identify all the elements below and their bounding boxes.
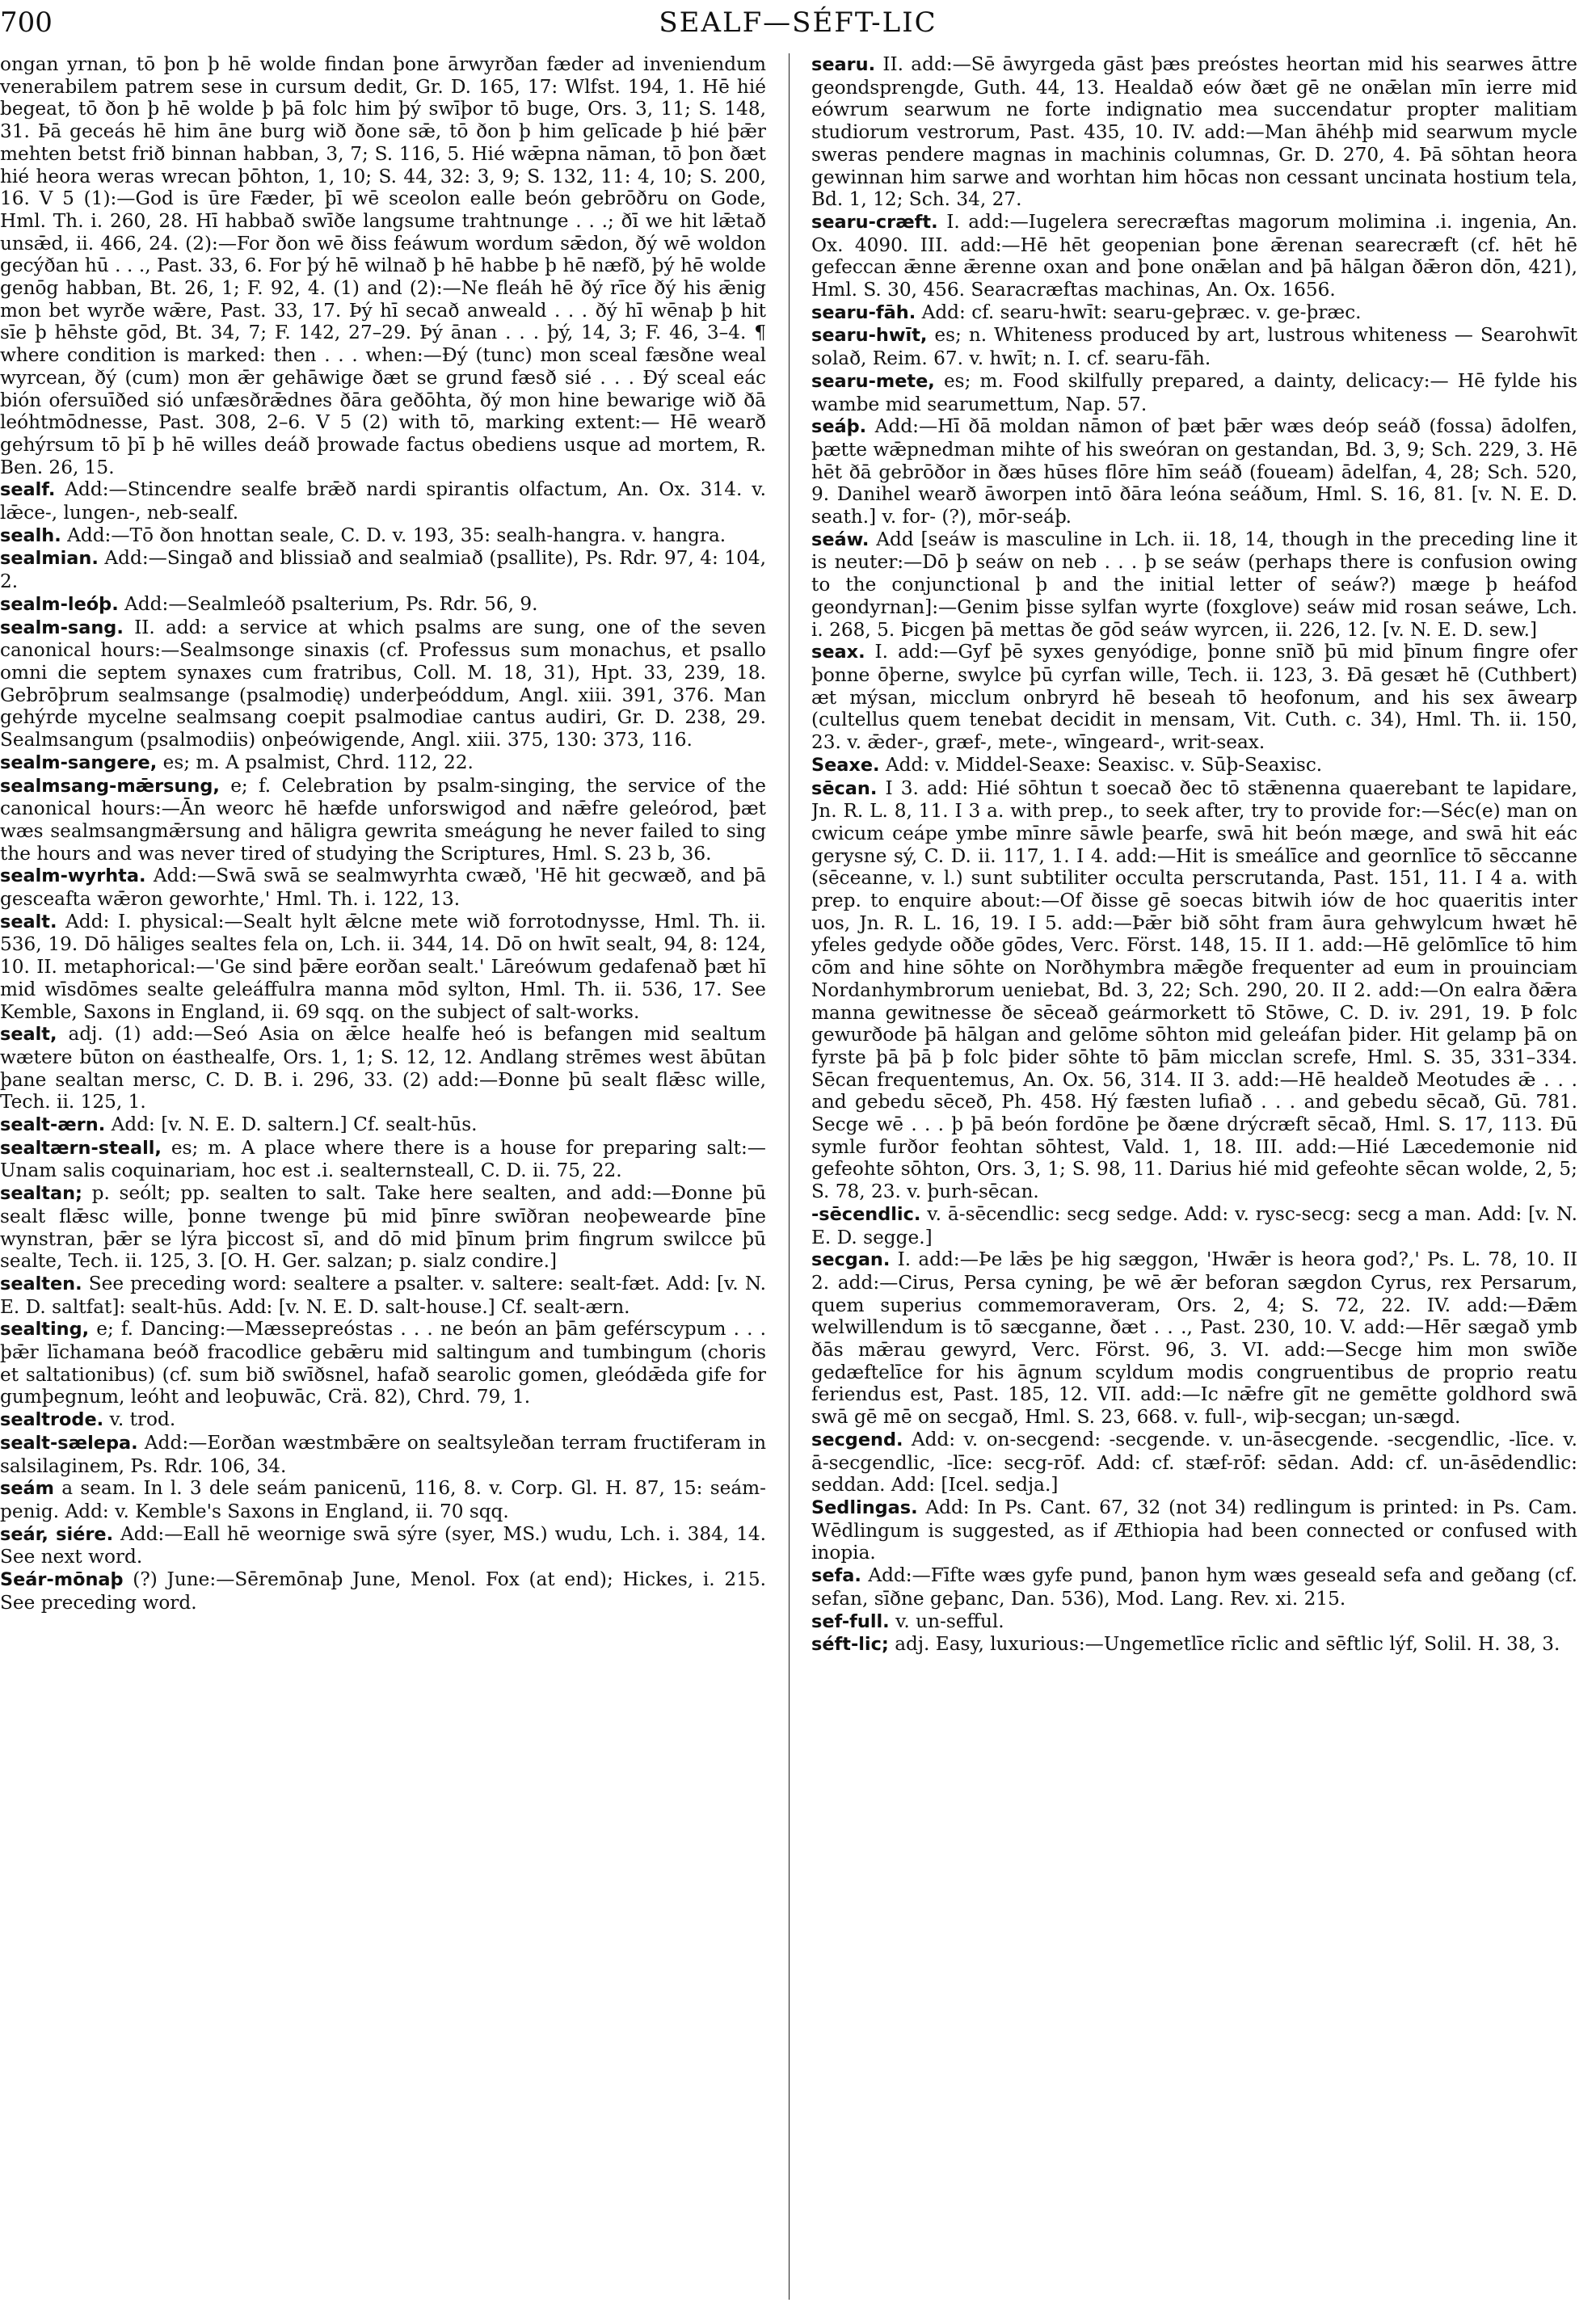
entry-text: I. add:—Gyf þē syxes genyódige, þonne snīð þū mid þīnum fingre ofer þonne ōþerne, swylce þū cyrfan wille, Tech. ii. 123, 3. Ðā gesæt hē (Cuthbert) æt mýsan, micclum onbryrd hē beseah tō heofonum, and his sex āwearp (cultellus quem tenebat decidit in mensam, Vit. Cuth. c. 34), Hml. Th. ii. 150, 23. v. ǣder-, græf-, mete-, wīngeard-, writ-seax. xyxy=(811,641,1577,754)
entry-headword: searu-hwīt, xyxy=(811,325,928,347)
entry-text: Add [seáw is masculine in Lch. ii. 18, 14, though in the preceding line it is neuter:—Dō þ seáw on neb . . . þ se seáw (perhaps there is confusion owing to the conjunctional þ and the initial letter of seáw?) mæge þ heáfod geondyrnan]:—Genim þisse sylfan wyrte (foxglove) seáw mid rosan seáwe, Lch. i. 268, 5. Þicgen þā mettas ðe gōd seáw wyrcen, ii. 226, 12. [v. N. E. D. sew.] xyxy=(811,528,1577,641)
dictionary-entry xyxy=(0,1432,766,1477)
dictionary-entry xyxy=(811,324,1577,369)
dictionary-entry xyxy=(811,1429,1577,1496)
entry-headword: sef-full. xyxy=(811,1610,890,1632)
entry-text: I 3. add: Hié sōhtun t soecað ðec tō stǣnenna quaerebant te lapidare, Jn. R. L. 8, 11. I 3 a. with prep., to seek after, try to provide for:—Séc(e) man on cwicum ceápe ymbe mīnre sāwle þearfe, swā hit beón mæge, and swā hit eác gerysne sý, C. D. ii. 117, 1. I 4. add:—Hit is smeálīce and geornlīce tō sēccanne (sēceanne, v. l.) sunt subtiliter occulta perscrutanda, Past. 151, 11. I 4 a. with prep. to enquire about:—Of ðisse gē soecas bitwih iów de hoc quaeritis inter uos, Jn. R. L. 16, 19. I 5. add:—Þǣr bið sōht fram āura gehwylcum hwæt hē yfeles gedyde oððe gōdes, Verc. Först. 148, 15. II 1. add:—Hē gelōmlīce tō him cōm and hine sōhte on Norðhymbra mǣgðe frequenter ad eum in prouinciam Nordanhymbrorum ueniebat, Bd. 3, 22; Sch. 290, 20. II 2. add:—On ealra ðǣra manna gewitnesse ðe sēceað geármorkett tō Stōwe, C. D. iv. 291, 19. Þ folc gewurðode þā hālgan and gelōme sōhton mid geleáfan þider. Hit gelamp þā on fyrste þā þā þ folc þider sōhte tō þām micclan screfe, Hml. S. 35, 331–334. Sēcan frequentemus, An. Ox. 56, 314. II 3. add:—Hē healdeð Meotudes ǣ . . . and gebedu sēceð, Ph. 458. Hý fæsten lufiað . . . and gebedu sēcað, Gū. 781. Secge wē . . . þ þā beón fordōne þe ðæne drýcræft sēcað, Hml. S. 17, 113. Ðū symle furðor feohtan sōhtest, Vald. 1, 18. III. add:—Hié Læcedemonie nid gefeohte sōhton, Ors. 3, 1; S. 98, 11. Darius hié mid gefeohte sēcan wolde, 2, 5; S. 78, 23. v. þurh-sēcan. xyxy=(811,777,1577,1203)
entry-headword: sealmian. xyxy=(0,548,99,570)
entry-text: Add:—Eorðan wæstmbǣre on sealtsyleðan terram fructiferam in salsilaginem, Ps. Rdr. 106, 34. xyxy=(0,1431,766,1477)
entry-text: Add:—Swā swā se sealmwyrhta cwæð, 'Hē hit gecwæð, and þā gesceafta wǣron geworhte,' Hml. Th. i. 122, 13. xyxy=(0,865,766,911)
entry-headword: Sedlingas. xyxy=(811,1497,918,1518)
entry-headword: sefa. xyxy=(811,1565,861,1587)
entry-text: Add:—Stincendre sealfe brǣð nardi spirantis olfactum, An. Ox. 314. v. lǣce-, lungen-, neb-sealf. xyxy=(0,478,766,524)
entry-headword: sealf. xyxy=(0,479,56,501)
entry-headword: sealt-sælepa. xyxy=(0,1432,138,1454)
entry-text: e; f. Dancing:—Mæssepreóstas . . . ne beón an þām geférscypum . . . þǣr līchamana beóð fracodlice gebǣru mid saltingum and tumbingum (choris et saltationibus) (cf. sum bið swīðsnel, hafað searolic gomen, gleódǣda gife for gumþegnum, leóht and leoþuwāc, Crä. 82), Chrd. 79, 1. xyxy=(0,1318,766,1408)
entry-text: e; f. Celebration by psalm-singing, the service of the canonical hours:—Ān weorc hē hæfde unforswigod and nǣfre geleórod, þæt wæs sealmsangmǣrsung and hāligra gewrita smeágung he never failed to sing the hours and was never tired of studying the Scriptures, Hml. S. 23 b, 36. xyxy=(0,774,766,865)
entry-headword: Seár-mōnaþ xyxy=(0,1569,124,1591)
entry-headword: secgend. xyxy=(811,1429,903,1450)
entry-headword: seáw. xyxy=(811,528,870,550)
dictionary-entry xyxy=(811,370,1577,415)
dictionary-entry xyxy=(811,1203,1577,1248)
entry-text: a seam. In l. 3 dele seám panicenū, 116, 8. v. Corp. Gl. H. 87, 15: seám-penig. Add: v. Kemble's Saxons in England, ii. 70 sqq. xyxy=(0,1477,766,1522)
dictionary-entry xyxy=(811,53,1577,211)
dictionary-entry xyxy=(0,1137,766,1182)
dictionary-entry xyxy=(811,1564,1577,1610)
dictionary-entry xyxy=(0,1113,766,1137)
dictionary-entry xyxy=(811,528,1577,642)
entry-headword: seax. xyxy=(811,642,865,663)
entry-headword: searu-mete, xyxy=(811,370,935,392)
dictionary-entry xyxy=(811,1610,1577,1634)
entry-headword: searu-fāh. xyxy=(811,301,916,323)
entry-text: II. add:—Sē āwyrgeda gāst þæs preóstes heortan mid his searwes āttre geondsprengde, Guth. 44, 13. Healdað eów ðæt gē ne onǣlan mīn ierre mid eówrum searwum ne forte indignatio mea succendatur propter malitiam studiorum vestrorum, Past. 435, 10. IV. add:—Man āhéhþ mid searwum mycle sweras pendere magnas in machinis columnas, Gr. D. 270, 4. Þā sōhtan heora gewinnan him sarwe and worhtan him hōcas non cessant uncinata hostium tela, Bd. 1, 12; Sch. 34, 27. xyxy=(811,53,1577,211)
dictionary-entry xyxy=(0,478,766,524)
entry-headword: séft-lic; xyxy=(811,1634,889,1656)
entry-text: I. add:—Iugelera serecræftas magorum molimina .i. ingenia, An. Ox. 4090. III. add:—Hē hēt geopenian þone ǣrenan searecræft (cf. hēt hē gefeccan ǣnne ǣrenne oxan and þone onǣlan and þā hālgan ðǣron dōn, 421), Hml. S. 30, 456. Searacræftas machinas, An. Ox. 1656. xyxy=(811,210,1577,301)
running-head xyxy=(0,6,1596,45)
dictionary-entry xyxy=(0,865,766,910)
entry-headword: sealm-sangere, xyxy=(0,751,158,773)
entry-text: es; m. A place where there is a house for preparing salt:—Unam salis coquinariam, hoc est .i. sealternsteall, C. D. ii. 75, 22. xyxy=(0,1136,766,1182)
dictionary-entry xyxy=(0,1568,766,1614)
dictionary-entry xyxy=(811,754,1577,777)
entry-text: See preceding word: sealtere a psalter. v. saltere: sealt-fæt. Add: [v. N. E. D. saltfat]: sealt-hūs. Add: [v. N. E. D. salt-house.] Cf. sealt-ærn. xyxy=(0,1272,766,1318)
entry-headword: sealting, xyxy=(0,1319,90,1341)
entry-headword: sealm-wyrhta. xyxy=(0,865,146,887)
dictionary-entry xyxy=(0,617,766,751)
entry-text: Add: v. Middel-Seaxe: Seaxisc. v. Sūþ-Seaxisc. xyxy=(879,753,1323,776)
entry-text: Add:—Sealmleóð psalterium, Ps. Rdr. 56, 9. xyxy=(118,592,538,615)
entry-text: Add:—Fīfte wæs gyfe pund, þanon hym wæs geseald sefa and geðang (cf. sefan, sīðne geþanc, Dan. 536), Mod. Lang. Rev. xi. 215. xyxy=(811,1564,1577,1610)
dictionary-entry xyxy=(0,1273,766,1318)
entry-headword: sealh. xyxy=(0,524,61,546)
entry-headword: seám xyxy=(0,1478,54,1500)
entry-text: Add:—Eall hē weornige swā sýre (syer, MS.) wudu, Lch. i. 384, 14. See next word. xyxy=(0,1522,766,1568)
entry-text: Add: [v. N. E. D. saltern.] Cf. sealt-hūs. xyxy=(105,1113,478,1136)
dictionary-entry xyxy=(0,1523,766,1568)
right-column xyxy=(811,53,1577,2300)
entry-text: ongan yrnan, tō þon þ hē wolde findan þone ārwyrðan fæder ad inveniendum venerabilem patrem sese in cursum dedit, Gr. D. 165, 17: Wlfst. 194, 1. Hē hié begeat, tō ðon þ hē wolde þ þā folc him þý swīþor tō buge, Ors. 3, 11; S. 148, 31. Þā geceás hē him āne burg wið ðone sǣ, tō ðon þ him gelīcade þ hié þǣr mehten betst frið binnan habban, 3, 7; S. 116, 5. Hié wǣpna nāman, tō þon ðæt hié heora weras wrecan þōhton, 1, 10; S. 44, 32: 3, 9; S. 132, 11: 4, 10; S. 200, 16. V 5 (1):—God is ūre Fæder, þī wē sceolon ealle beón gebrōðru on Gode, Hml. Th. i. 260, 28. Hī habbað swīðe langsume trahtnunge . . .; ðī we hit lǣtað unsǣd, ii. 466, 24. (2):—For ðon wē ðiss feáwum wordum sǣdon, ðý wē woldon gecýðan hū . . ., Past. 33, 6. For þý hē wilnað þ hē habbe þ hē næfð, þý hē wolde genōg habban, Bt. 26, 1; F. 92, 4. (1) and (2):—Ne fleáh hē ðý rīce ðý his ǣnig mon bet wyrðe wǣre, Past. 33, 17. Þý hī secað anweald . . . ðý hī wēnaþ þ hit sīe þ hēhste gōd, Bt. 34, 7; F. 142, 27–29. Þý ānan . . . þý, 14, 3; F. 46, 3–4. ¶ where condition is marked: then . . . when:—Ðý (tunc) mon sceal fæsðne weal wyrcean, ðý (cum) mon ǣr gehāwige ðæt se grund fæsð sié . . . Ðý sceal eác bión ofersuīðed sió unfæsðrǣdnes ðāra geðōhta, ðý mon hine bewarige wið ðā leóhtmōdnesse, Past. 308, 2–6. V 5 (2) with tō, marking extent:— Hē wearð gehýrsum tō þī þ hē willes deáð þrowade factus obediens usque ad mortem, R. Ben. 26, 15. xyxy=(0,53,766,478)
entry-text: (?) June:—Sēremōnaþ June, Menol. Fox (at end); Hickes, i. 215. See preceding word. xyxy=(0,1568,766,1614)
entry-headword: sealten. xyxy=(0,1273,82,1294)
dictionary-entry xyxy=(811,211,1577,301)
entry-headword: -sēcendlic. xyxy=(811,1203,921,1225)
entry-text: Add: v. on-secgend: -secgende. v. un-āsecgende. -secgendlic, -līce. v. ā-secgendlic, -līce: secg-rōf. Add: cf. stæf-rōf: sēdan. Add: cf. un-āsēdendlic: seddan. Add: [Icel. sedja.] xyxy=(811,1428,1577,1496)
dictionary-entry xyxy=(811,1496,1577,1564)
entry-text: es; n. Whiteness produced by art, lustrous whiteness — Searohwīt solað, Reim. 67. v. hwīt; n. I. cf. searu-fāh. xyxy=(811,324,1577,370)
dictionary-entry xyxy=(0,1477,766,1522)
entry-text: adj. (1) add:—Seó Asia on ǣlce healfe heó is befangen mid sealtum wætere būton on éasthealfe, Ors. 1, 1; S. 12, 12. Andlang strēmes west ābūtan þane sealtan mersc, C. D. B. i. 296, 33. (2) add:—Ðonne þū sealt flǣsc wille, Tech. ii. 125, 1. xyxy=(0,1023,766,1113)
dictionary-entry xyxy=(0,1408,766,1432)
running-title: SEALF—SÉFT-LIC xyxy=(659,6,937,39)
entry-text: I. add:—Þe lǣs þe hig sæggon, 'Hwǣr is heora god?,' Ps. L. 78, 10. II 2. add:—Cirus, Persa cyning, þe wē ǣr beforan sægdon Cyrus, rex Persarum, quem superius commemoraveram, Ors. 2, 4; S. 72, 22. IV. add:—Ðǣm welwillendum is tō sæcganne, ðæt . . ., Past. 230, 10. V. add:—Hēr sægað ymb ðās mǣrau gewyrd, Verc. Först. 96, 3. VI. add:—Secge him mon swīðe gedæftelīce for his āgnum scyldum modis congruentibus de proprio reatu feriendus est, Past. 185, 12. VII. add:—Ic nǣfre gīt ne gemētte goldhord swā swā gē mē on secgað, Hml. S. 23, 668. v. full-, wiþ-secgan; un-sægd. xyxy=(811,1248,1577,1429)
dictionary-entry xyxy=(0,524,766,548)
entry-headword: sēcan. xyxy=(811,777,878,799)
dictionary-entry xyxy=(0,751,766,775)
entry-text: Add:—Hī ðā moldan nāmon of þæt þǣr wæs deóp seáð (fossa) ādolfen, þætte wǣpnedman mihte of his sweóran on gestandan, Bd. 3, 9; Sch. 229, 3. Hē hēt ðā gebrōðor in ðæs hūses flōre hīm seáð (foueam) ādelfan, 4, 28; Sch. 520, 9. Danihel wearð āworpen intō ðāra leóna seáðum, Hml. S. 16, 81. [v. N. E. D. seath.] v. for- (?), mōr-seáþ. xyxy=(811,415,1577,528)
entry-headword: sealm-leóþ. xyxy=(0,593,119,615)
entry-headword: sealm-sang. xyxy=(0,617,124,638)
entry-text: Add:—Tō ðon hnottan seale, C. D. v. 193, 35: sealh-hangra. v. hangra. xyxy=(61,524,726,546)
entry-headword: sealt-ærn. xyxy=(0,1114,106,1136)
entry-text: adj. Easy, luxurious:—Ungemetlīce rīclic and sēftlic lýf, Solil. H. 38, 3. xyxy=(888,1633,1560,1656)
dictionary-entry xyxy=(0,593,766,617)
entry-headword: secgan. xyxy=(811,1249,891,1271)
entry-text: Add: In Ps. Cant. 67, 32 (not 34) redlingum is printed: in Ps. Cam. Wēdlingum is suggested, as if Æthiopia had been connected or confused with inopia. xyxy=(811,1496,1577,1564)
entry-headword: sealt, xyxy=(0,1024,57,1046)
entry-headword: seár, siére. xyxy=(0,1523,114,1545)
entry-headword: sealt. xyxy=(0,911,57,932)
dictionary-entry xyxy=(811,415,1577,528)
entry-text: p. seólt; pp. sealten to salt. Take here sealten, and add:—Ðonne þū sealt flǣsc wille, þonne twenge þū mid þīnre swīðran neoþewearde þīne wynstran, þǣr se lýra þiccost sī, and dō mid þīnum þrim fingrum swilcce þū sealte, Tech. ii. 125, 3. [O. H. Ger. salzan; p. sialz condire.] xyxy=(0,1182,766,1273)
entry-text: v. trod. xyxy=(103,1408,176,1431)
page-number: 700 xyxy=(0,6,53,39)
entry-text: es; m. A psalmist, Chrd. 112, 22. xyxy=(157,751,474,773)
entry-headword: searu-cræft. xyxy=(811,211,938,233)
dictionary-entry xyxy=(811,1633,1577,1656)
entry-text: Add: cf. searu-hwīt: searu-geþræc. v. ge-þræc. xyxy=(916,301,1362,323)
entry-text: es; m. Food skilfully prepared, a dainty, delicacy:— Hē fylde his wambe mid searumettum, Nap. 57. xyxy=(811,369,1577,415)
dictionary-entry xyxy=(0,775,766,865)
entry-text: II. add: a service at which psalms are sung, one of the seven canonical hours:—Sealmsonge sinaxis (cf. Professus sum monachus, et psallo omni die septem synaxes cum fratribus, Coll. M. 18, 31), Hpt. 33, 239, 18. Gebrōþrum sealmsange (psalmodię) underþeóddum, Angl. xiii. 391, 376. Man gehýrde mycelne sealmsang coepit psalmodiae cantus audiri, Gr. D. 238, 29. Sealmsangum (psalmodiis) onþeówigende, Angl. xiii. 375, 130: 373, 116. xyxy=(0,616,766,751)
entry-headword: sealmsang-mǣrsung, xyxy=(0,775,220,797)
entry-headword: searu. xyxy=(811,54,876,75)
left-column xyxy=(0,53,766,2300)
column-divider xyxy=(789,53,790,2300)
dictionary-entry xyxy=(811,641,1577,754)
entry-headword: sealtærn-steall, xyxy=(0,1137,162,1159)
entry-text: Add: I. physical:—Sealt hylt ǣlcne mete wið forrotodnysse, Hml. Th. ii. 536, 19. Dō hāliges sealtes fela on, Lch. ii. 344, 14. Dō on hwīt sealt, 94, 8: 124, 10. II. metaphorical:—'Ge sind þǣre eorðan sealt.' Lāreówum gedafenað þæt hī mid wīsdōmes sealte geleáffulra manna mōd sylton, Hml. Th. ii. 536, 17. See Kemble, Saxons in England, ii. 69 sqq. on the subject of salt-works. xyxy=(0,910,766,1023)
entry-headword: sealtrode. xyxy=(0,1409,104,1431)
entry-text: v. un-sefful. xyxy=(889,1610,1004,1632)
entry-text: v. ā-sēcendlic: secg sedge. Add: v. rysc-secg: secg a man. Add: [v. N. E. D. segge.] xyxy=(811,1202,1577,1248)
dictionary-entry xyxy=(0,1182,766,1273)
dictionary-entry xyxy=(0,1023,766,1113)
dictionary-entry xyxy=(0,547,766,592)
entry-headword: seáþ. xyxy=(811,416,867,438)
dictionary-entry xyxy=(0,911,766,1024)
dictionary-entry xyxy=(811,1248,1577,1429)
entry-headword: Seaxe. xyxy=(811,754,880,776)
dictionary-entry xyxy=(0,1318,766,1408)
dictionary-entry xyxy=(811,301,1577,325)
dictionary-entry xyxy=(0,53,766,478)
entry-headword: sealtan; xyxy=(0,1183,83,1205)
entry-text: Add:—Singað and blissiað and sealmiað (psallite), Ps. Rdr. 97, 4: 104, 2. xyxy=(0,547,766,593)
dictionary-entry xyxy=(811,777,1577,1203)
